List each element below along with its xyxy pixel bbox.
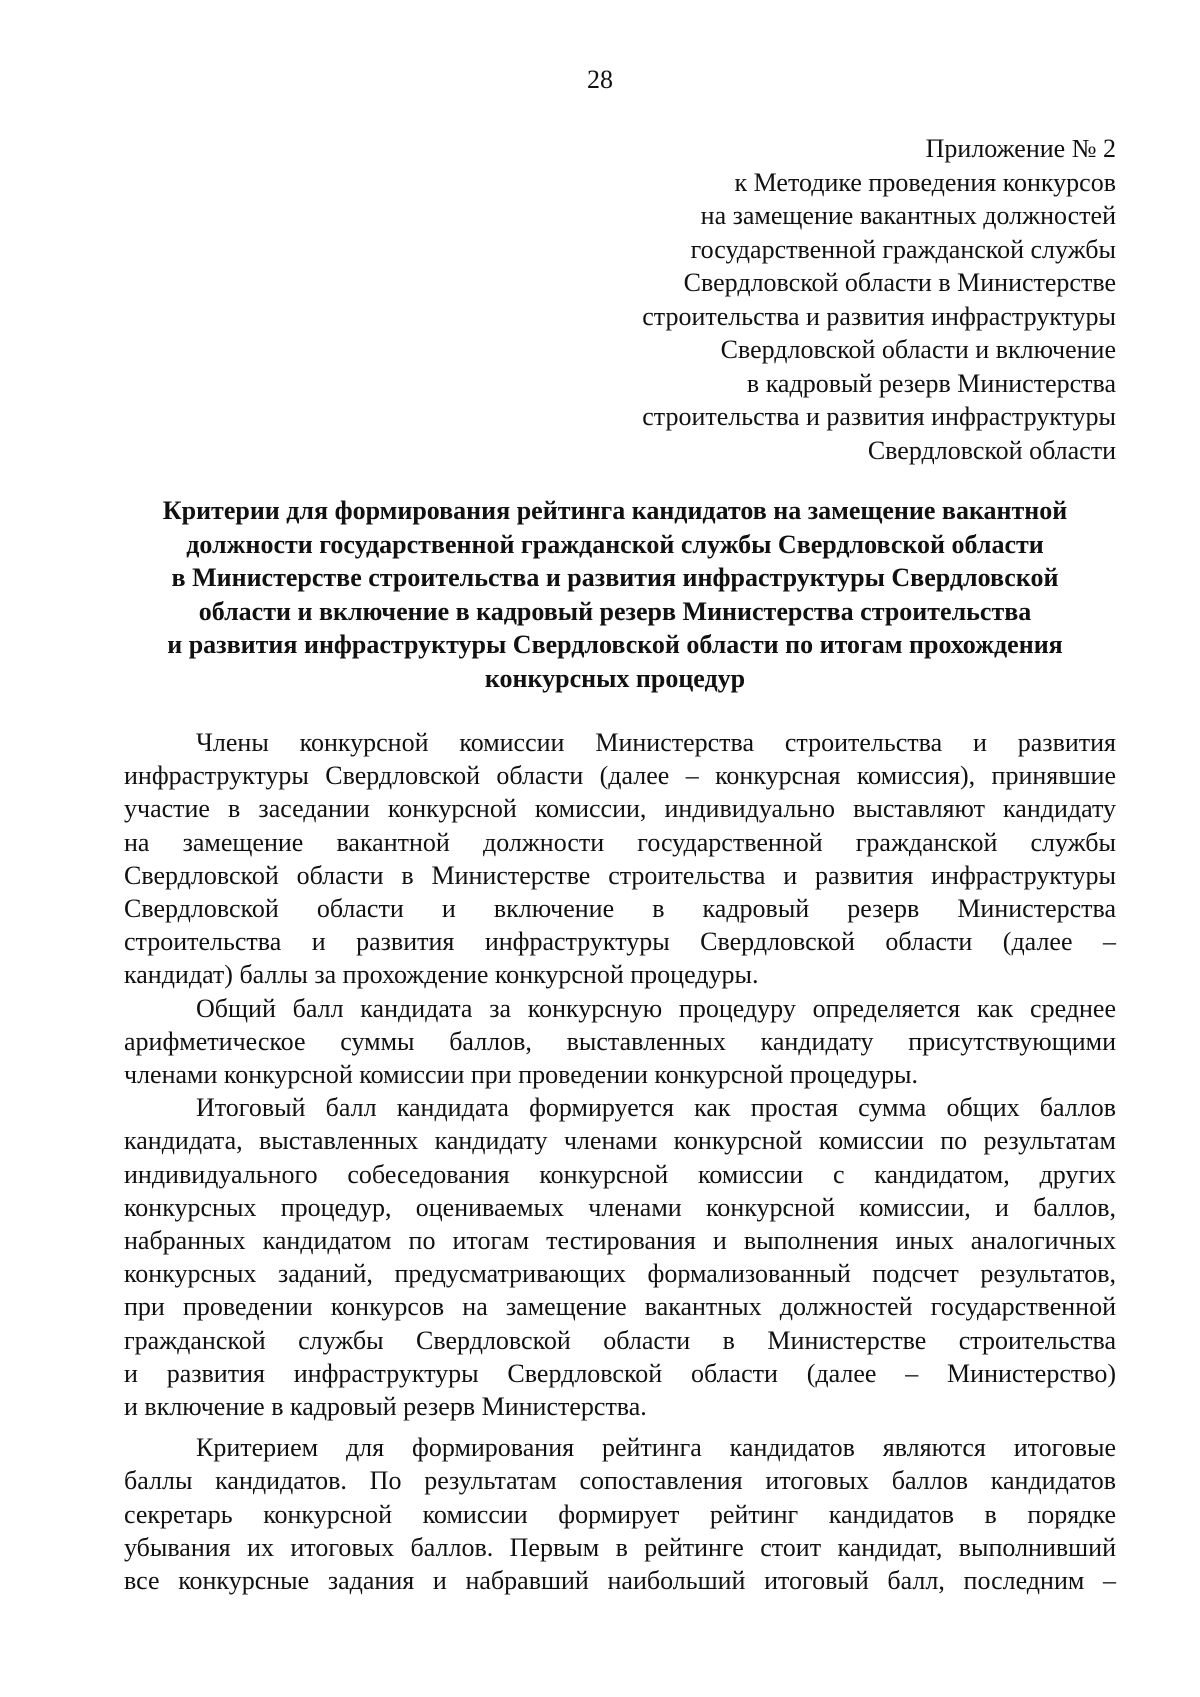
text-line: на замещение вакантной должности государственной гражданской службы bbox=[124, 827, 1116, 857]
text-line: кандидата, выставленных кандидату членами конкурсной комиссии по результатам bbox=[124, 1126, 1116, 1156]
paragraph bbox=[124, 1091, 1116, 1423]
body-text bbox=[124, 726, 1116, 1597]
appendix-line: Свердловской области bbox=[867, 435, 1116, 465]
appendix-header bbox=[476, 132, 1116, 467]
title-line: Критерии для формирования рейтинга кандидатов на замещение вакантной bbox=[162, 496, 1068, 525]
appendix-line: в кадровый резерв Министерства bbox=[746, 368, 1116, 398]
appendix-line: Приложение № 2 bbox=[925, 134, 1116, 163]
appendix-line: государственной гражданской службы bbox=[690, 234, 1116, 264]
title-line: в Министерстве строительства и развития инфраструктуры Свердловской bbox=[171, 563, 1059, 592]
text-line: конкурсных процедур, оцениваемых членами конкурсной комиссии, и баллов, bbox=[124, 1192, 1116, 1222]
text-line: секретарь конкурсной комиссии формирует рейтинг кандидатов в порядке bbox=[124, 1499, 1116, 1529]
appendix-line: к Методике проведения конкурсов bbox=[734, 167, 1116, 197]
text-line: и развития инфраструктуры Свердловской области (далее – Министерство) bbox=[124, 1358, 1116, 1388]
text-line: Критерием для формирования рейтинга кандидатов являются итоговые bbox=[196, 1433, 1116, 1463]
appendix-line: строительства и развития инфраструктуры bbox=[642, 402, 1116, 431]
text-line: членами конкурсной комиссии при проведении конкурсной процедуры. bbox=[124, 1060, 919, 1090]
document-title bbox=[120, 494, 1110, 695]
text-line: участие в заседании конкурсной комиссии, индивидуально выставляют кандидату bbox=[124, 794, 1116, 824]
appendix-line: Свердловской области в Министерстве bbox=[683, 268, 1116, 297]
text-line: инфраструктуры Свердловской области (далее – конкурсная комиссия), принявшие bbox=[124, 761, 1116, 791]
paragraph bbox=[124, 992, 1116, 1092]
text-line: строительства и развития инфраструктуры Свердловской области (далее – bbox=[124, 927, 1116, 957]
text-line: Общий балл кандидата за конкурсную процедуру определяется как среднее bbox=[196, 993, 1116, 1023]
text-line: кандидат) баллы за прохождение конкурсной процедуры. bbox=[124, 960, 759, 990]
paragraph bbox=[124, 726, 1116, 992]
text-line: гражданской службы Свердловской области в Министерстве строительства bbox=[124, 1325, 1116, 1355]
text-line: Свердловской области и включение в кадровый резерв Министерства bbox=[124, 894, 1116, 924]
title-line: конкурсных процедур bbox=[484, 663, 746, 693]
text-line: набранных кандидатом по итогам тестирования и выполнения иных аналогичных bbox=[124, 1226, 1116, 1256]
text-line: арифметическое суммы баллов, выставленных кандидату присутствующими bbox=[124, 1026, 1116, 1056]
appendix-line: Свердловской области и включение bbox=[720, 335, 1116, 364]
page-number: 28 bbox=[587, 65, 613, 94]
text-line: баллы кандидатов. По результатам сопоставления итоговых баллов кандидатов bbox=[124, 1466, 1116, 1496]
title-line: должности государственной гражданской службы Свердловской области bbox=[186, 529, 1044, 559]
text-line: индивидуального собеседования конкурсной комиссии с кандидатом, других bbox=[124, 1159, 1116, 1189]
paragraph bbox=[124, 1431, 1116, 1597]
appendix-line: строительства и развития инфраструктуры bbox=[642, 301, 1116, 331]
text-line: Свердловской области в Министерстве строительства и развития инфраструктуры bbox=[124, 860, 1116, 890]
text-line: все конкурсные задания и набравший наибольший итоговый балл, последним – bbox=[124, 1566, 1116, 1596]
title-line: и развития инфраструктуры Свердловской области по итогам прохождения bbox=[167, 630, 1063, 659]
text-line: конкурсных заданий, предусматривающих формализованный подсчет результатов, bbox=[124, 1259, 1116, 1289]
title-line: области и включение в кадровый резерв Министерства строительства bbox=[198, 596, 1032, 626]
text-line: при проведении конкурсов на замещение вакантных должностей государственной bbox=[124, 1292, 1116, 1322]
text-line: Итоговый балл кандидата формируется как простая сумма общих баллов bbox=[196, 1093, 1116, 1123]
text-line: и включение в кадровый резерв Министерства. bbox=[124, 1392, 647, 1422]
text-line: Члены конкурсной комиссии Министерства строительства и развития bbox=[196, 728, 1116, 757]
text-line: убывания их итоговых баллов. Первым в рейтинге стоит кандидат, выполнивший bbox=[124, 1532, 1116, 1562]
appendix-line: на замещение вакантных должностей bbox=[700, 201, 1116, 230]
